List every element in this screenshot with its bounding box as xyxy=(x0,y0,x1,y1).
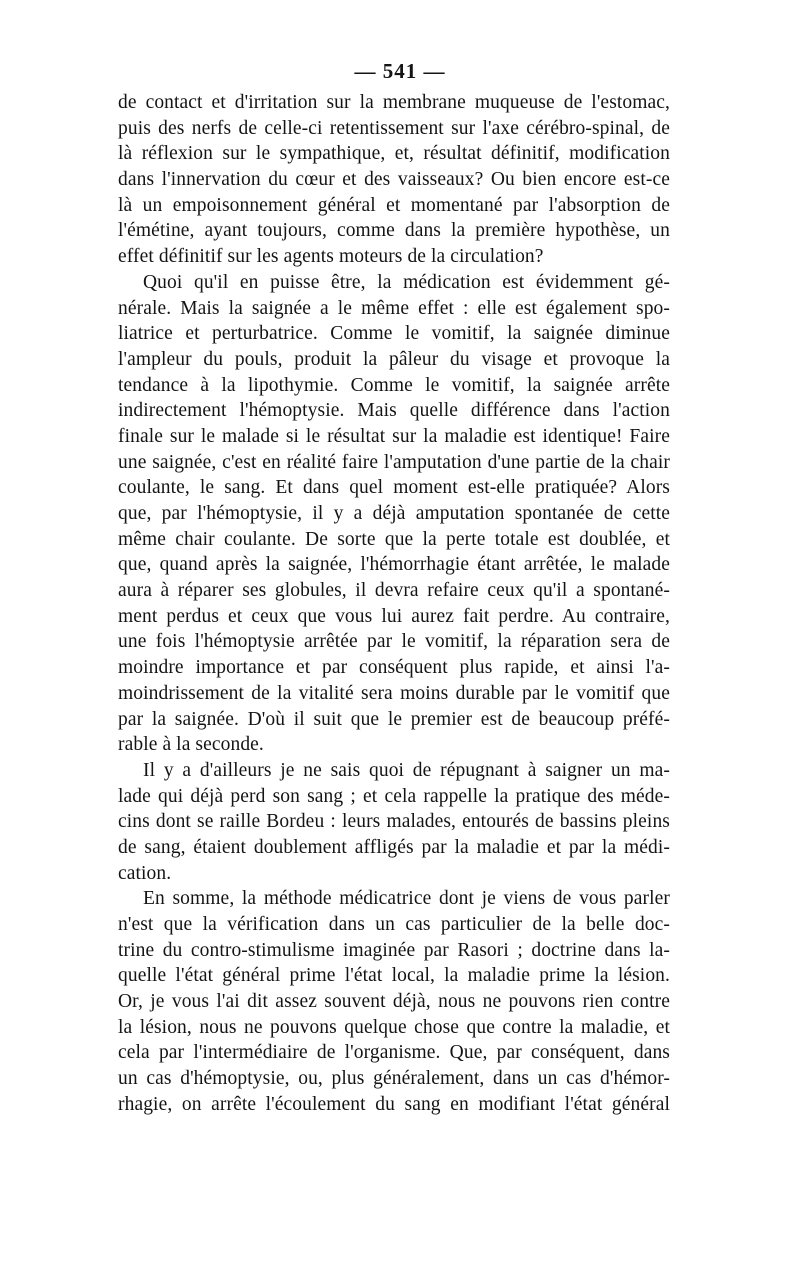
text-line: liatrice et perturbatrice. Comme le vomitif, la saignée diminue xyxy=(118,323,670,345)
text-line: Or, je vous l'ai dit assez souvent déjà, nous ne pouvons rien contre xyxy=(118,991,670,1013)
text-line: que, par l'hémoptysie, il y a déjà amputation spontanée de cette xyxy=(118,503,670,524)
text-line: coulante, le sang. Et dans quel moment est-elle pratiquée? Alors xyxy=(118,477,670,499)
text-line: une saignée, c'est en réalité faire l'amputation d'une partie de la chair xyxy=(118,451,670,473)
text-line: là réflexion sur le sympathique, et, résultat définitif, modification xyxy=(118,143,670,165)
text-line: de contact et d'irritation sur la membrane muqueuse de l'estomac, xyxy=(118,92,670,113)
text-line: que, quand après la saignée, l'hémorrhagie étant arrêtée, le malade xyxy=(118,554,670,576)
text-line: par la saignée. D'où il suit que le premier est de beaucoup préfé- xyxy=(118,708,670,730)
text-line: rhagie, on arrête l'écoulement du sang en modifiant l'état général xyxy=(118,1093,670,1115)
body-text xyxy=(118,90,670,1118)
text-line: En somme, la méthode médicatrice dont je viens de vous parler xyxy=(143,888,670,910)
text-line: nérale. Mais la saignée a le même effet : elle est également spo- xyxy=(118,297,670,319)
text-line: dans l'innervation du cœur et des vaisseaux? Ou bien encore est-ce xyxy=(118,169,670,191)
text-line: puis des nerfs de celle-ci retentissement sur l'axe cérébro-spinal, de xyxy=(118,117,670,139)
text-line: finale sur le malade si le résultat sur la maladie est identique! Faire xyxy=(118,425,670,447)
text-line: cins dont se raille Bordeu : leurs malades, entourés de bassins pleins xyxy=(118,811,670,833)
text-line: n'est que la vérification dans un cas particulier de la belle doc- xyxy=(118,914,670,935)
text-line: rable à la seconde. xyxy=(118,734,264,756)
text-line: la lésion, nous ne pouvons quelque chose que contre la maladie, et xyxy=(118,1016,670,1038)
text-line: ment perdus et ceux que vous lui aurez fait perdre. Au contraire, xyxy=(118,605,670,627)
text-line: lade qui déjà perd son sang ; et cela rappelle la pratique des méde- xyxy=(118,785,670,807)
text-line: quelle l'état général prime l'état local, la maladie prime la lésion. xyxy=(118,965,670,987)
text-line: effet définitif sur les agents moteurs de la circulation? xyxy=(118,246,544,268)
text-line: moindrissement de la vitalité sera moins durable par le vomitif que xyxy=(118,682,670,704)
text-line: indirectement l'hémoptysie. Mais quelle différence dans l'action xyxy=(118,400,670,422)
text-line: un cas d'hémoptysie, ou, plus généralement, dans un cas d'hémor- xyxy=(118,1068,670,1090)
text-line: tendance à la lipothymie. Comme le vomitif, la saignée arrête xyxy=(118,374,670,396)
text-line: cation. xyxy=(118,862,172,884)
text-line: de sang, étaient doublement affligés par la maladie et par la médi- xyxy=(118,836,670,858)
text-line: même chair coulante. De sorte que la perte totale est doublée, et xyxy=(118,528,670,550)
text-line: trine du contro-stimulisme imaginée par Rasori ; doctrine dans la- xyxy=(118,939,670,961)
page-number: — 541 — xyxy=(354,59,446,83)
text-line: l'émétine, ayant toujours, comme dans la première hypothèse, un xyxy=(118,220,670,242)
text-line: moindre importance et par conséquent plus rapide, et ainsi l'a- xyxy=(118,657,670,679)
text-line: une fois l'hémoptysie arrêtée par le vomitif, la réparation sera de xyxy=(118,631,670,653)
text-line: Quoi qu'il en puisse être, la médication est évidemment gé- xyxy=(143,271,670,293)
text-line: aura à réparer ses globules, il devra refaire ceux qu'il a spontané- xyxy=(118,580,670,602)
text-line: là un empoisonnement général et momentané par l'absorption de xyxy=(118,194,670,216)
text-line: l'ampleur du pouls, produit la pâleur du visage et provoque la xyxy=(118,348,670,370)
text-line: cela par l'intermédiaire de l'organisme. Que, par conséquent, dans xyxy=(118,1042,670,1064)
text-line: Il y a d'ailleurs je ne sais quoi de répugnant à saigner un ma- xyxy=(143,759,670,781)
